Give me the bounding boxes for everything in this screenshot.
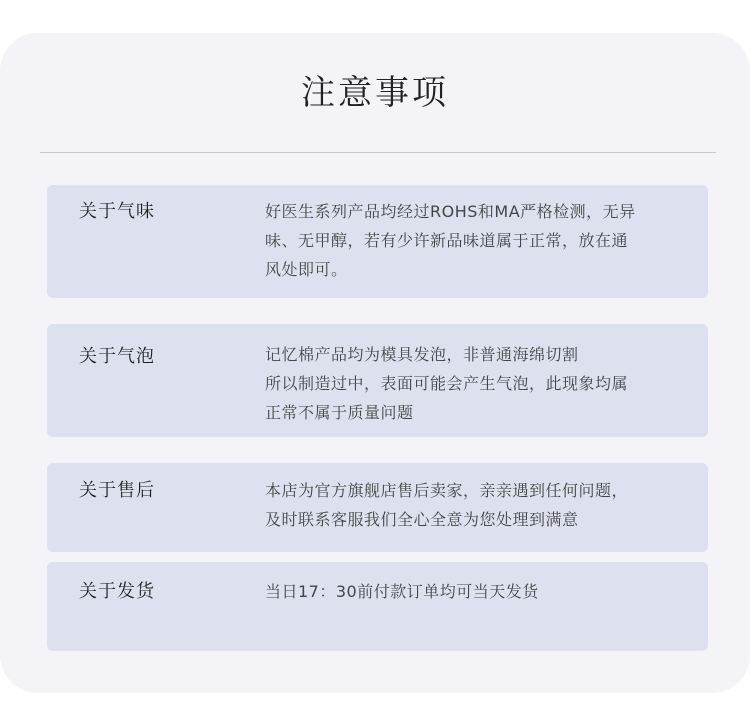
- page-title: 注意事项: [301, 73, 449, 113]
- text-line: 所以制造过中，表面可能会产生气泡，此现象均属: [265, 374, 629, 393]
- notice-item-bubbles: [47, 324, 708, 437]
- notice-item-label: 关于气泡: [79, 346, 155, 367]
- title-divider: [40, 152, 716, 153]
- text-line: 当日17：30前付款订单均可当天发货: [265, 582, 539, 601]
- notice-item-after-sales: [47, 463, 708, 552]
- text-line: 好医生系列产品均经过ROHS和MA严格检测，无异: [265, 202, 636, 221]
- text-line: 及时联系客服我们全心全意为您处理到满意: [265, 510, 579, 529]
- text-line: 味、无甲醇，若有少许新品味道属于正常，放在通: [265, 231, 629, 250]
- text-line: 本店为官方旗舰店售后卖家，亲亲遇到任何问题，: [265, 481, 629, 500]
- notice-item-odor: [47, 185, 708, 298]
- notice-card: [0, 33, 750, 693]
- notice-item-label: 关于气味: [79, 201, 155, 222]
- notice-item-text: [265, 340, 695, 427]
- text-line: 风处即可。: [265, 260, 348, 279]
- text-line: 正常不属于质量问题: [265, 403, 414, 422]
- notice-item-shipping: [47, 562, 708, 651]
- notice-item-text: [265, 197, 695, 284]
- notice-item-text: [265, 577, 695, 606]
- notice-item-label: 关于售后: [79, 480, 155, 501]
- text-line: 记忆棉产品均为模具发泡，非普通海绵切割: [265, 345, 579, 364]
- notice-item-text: [265, 476, 695, 534]
- notice-item-label: 关于发货: [79, 581, 155, 602]
